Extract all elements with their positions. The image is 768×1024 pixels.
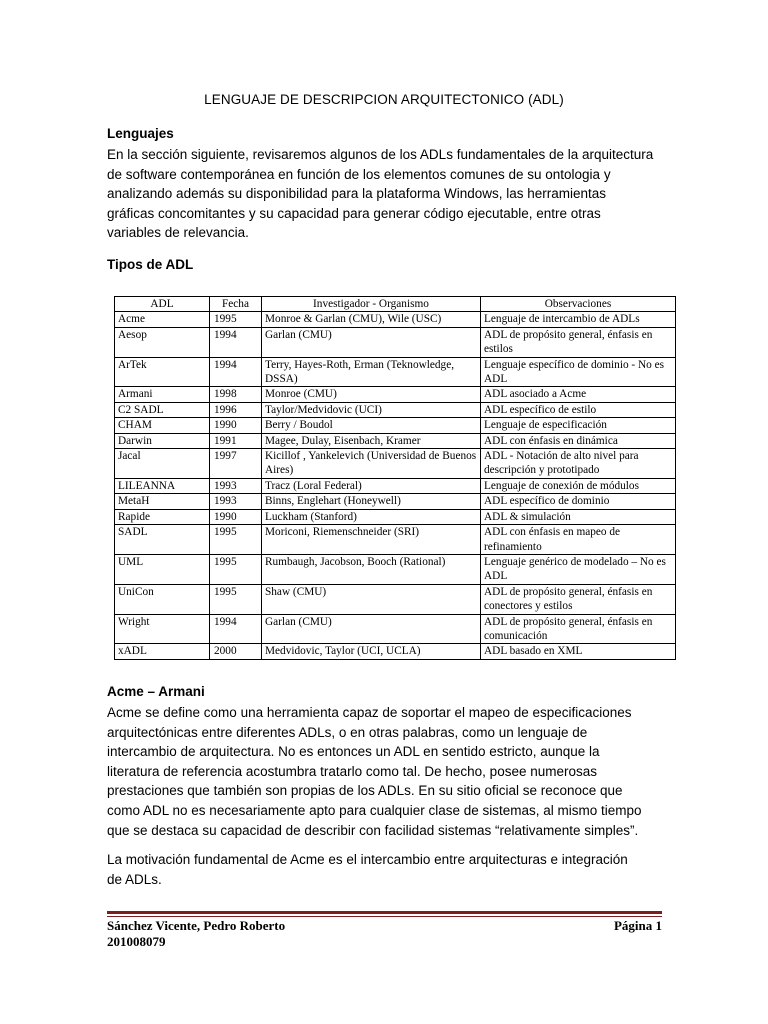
cell-adl: xADL xyxy=(115,644,210,659)
paragraph-line: gráficas concomitantes y su capacidad para generar código ejecutable, entre otras xyxy=(107,205,601,221)
cell-fecha: 1995 xyxy=(210,525,262,555)
table-row xyxy=(115,327,676,357)
section-heading-lenguajes: Lenguajes xyxy=(107,126,174,141)
cell-observaciones: Lenguaje de especificación xyxy=(481,418,676,433)
table-row xyxy=(115,478,676,493)
footer-id: 201008079 xyxy=(107,934,166,949)
cell-observaciones: Lenguaje de conexión de módulos xyxy=(481,478,676,493)
cell-investigador: Monroe & Garlan (CMU), Wile (USC) xyxy=(262,312,481,327)
paragraph-line: que se destaca su capacidad de describir con facilidad sistemas “relativamente simples”. xyxy=(107,822,639,838)
cell-adl: CHAM xyxy=(115,418,210,433)
cell-fecha: 1990 xyxy=(210,509,262,524)
table-row xyxy=(115,525,676,555)
cell-adl: UML xyxy=(115,554,210,584)
cell-adl: Aesop xyxy=(115,327,210,357)
cell-fecha: 1991 xyxy=(210,433,262,448)
lenguajes-paragraph xyxy=(107,145,667,243)
cell-fecha: 1997 xyxy=(210,449,262,479)
table-row xyxy=(115,509,676,524)
paragraph-line: La motivación fundamental de Acme es el intercambio entre arquitecturas e integración xyxy=(107,852,628,867)
cell-investigador: Berry / Boudol xyxy=(262,418,481,433)
cell-adl: ArTek xyxy=(115,357,210,387)
cell-observaciones: Lenguaje específico de dominio - No es ADL xyxy=(481,357,676,387)
cell-adl: Wright xyxy=(115,614,210,644)
table-row xyxy=(115,402,676,417)
cell-observaciones: ADL con énfasis en dinámica xyxy=(481,433,676,448)
cell-investigador: Monroe (CMU) xyxy=(262,387,481,402)
cell-fecha: 1993 xyxy=(210,494,262,509)
cell-adl: Jacal xyxy=(115,449,210,479)
cell-fecha: 1994 xyxy=(210,327,262,357)
table-row xyxy=(115,494,676,509)
cell-adl: MetaH xyxy=(115,494,210,509)
cell-adl: Armani xyxy=(115,387,210,402)
cell-investigador: Shaw (CMU) xyxy=(262,584,481,614)
cell-observaciones: ADL con énfasis en mapeo de refinamiento xyxy=(481,525,676,555)
paragraph-line: variables de relevancia. xyxy=(107,225,249,241)
cell-observaciones: ADL de propósito general, énfasis en comunicación xyxy=(481,614,676,644)
paragraph-line: de software contemporánea en función de los elementos comunes de su ontologia y xyxy=(107,166,611,182)
paragraph-line: analizando además su disponibilidad para la plataforma Windows, las herramientas xyxy=(107,186,607,202)
cell-fecha: 1995 xyxy=(210,312,262,327)
cell-fecha: 1995 xyxy=(210,584,262,614)
cell-investigador: Binns, Englehart (Honeywell) xyxy=(262,494,481,509)
footer-rule xyxy=(107,911,662,914)
cell-adl: LILEANNA xyxy=(115,478,210,493)
cell-adl: Rapide xyxy=(115,509,210,524)
table-row xyxy=(115,387,676,402)
paragraph-line: Acme se define como una herramienta capaz de soportar el mapeo de especificaciones xyxy=(107,705,632,720)
cell-adl: C2 SADL xyxy=(115,402,210,417)
cell-observaciones: ADL - Notación de alto nivel para descripción y prototipado xyxy=(481,449,676,479)
cell-investigador: Taylor/Medvidovic (UCI) xyxy=(262,402,481,417)
cell-investigador: Terry, Hayes-Roth, Erman (Teknowledge, DSSA) xyxy=(262,357,481,387)
cell-fecha: 1993 xyxy=(210,478,262,493)
table-header-row xyxy=(115,297,676,312)
cell-investigador: Tracz (Loral Federal) xyxy=(262,478,481,493)
cell-investigador: Medvidovic, Taylor (UCI, UCLA) xyxy=(262,644,481,659)
section-heading-tipos: Tipos de ADL xyxy=(107,257,194,272)
paragraph-line: arquitectónicas entre diferentes ADLs, o en otras palabras, como un lenguaje de xyxy=(107,724,588,740)
footer-author: Sánchez Vicente, Pedro Roberto xyxy=(107,918,286,933)
table-row xyxy=(115,418,676,433)
cell-investigador: Magee, Dulay, Eisenbach, Kramer xyxy=(262,433,481,448)
cell-fecha: 1996 xyxy=(210,402,262,417)
cell-observaciones: Lenguaje genérico de modelado – No es ADL xyxy=(481,554,676,584)
cell-investigador: Luckham (Stanford) xyxy=(262,509,481,524)
table-row xyxy=(115,614,676,644)
table-row xyxy=(115,433,676,448)
footer-page-number: Página 1 xyxy=(613,918,662,933)
cell-adl: UniCon xyxy=(115,584,210,614)
document-title: LENGUAJE DE DESCRIPCION ARQUITECTONICO (ADL) xyxy=(204,92,564,107)
cell-fecha: 1990 xyxy=(210,418,262,433)
cell-adl: Acme xyxy=(115,312,210,327)
cell-observaciones: ADL de propósito general, énfasis en conectores y estilos xyxy=(481,584,676,614)
cell-fecha: 1994 xyxy=(210,357,262,387)
paragraph-line: literatura de referencia acostumbra tratarlo como tal. De hecho, posee numerosas xyxy=(107,763,598,779)
cell-fecha: 1995 xyxy=(210,554,262,584)
acme-motivation-paragraph xyxy=(107,850,667,889)
cell-fecha: 2000 xyxy=(210,644,262,659)
cell-observaciones: ADL basado en XML xyxy=(481,644,676,659)
adl-table xyxy=(114,296,676,660)
cell-observaciones: ADL específico de estilo xyxy=(481,402,676,417)
table-row xyxy=(115,554,676,584)
cell-observaciones: Lenguaje de intercambio de ADLs xyxy=(481,312,676,327)
cell-fecha: 1994 xyxy=(210,614,262,644)
table-row xyxy=(115,449,676,479)
acme-paragraph xyxy=(107,703,667,840)
cell-observaciones: ADL & simulación xyxy=(481,509,676,524)
paragraph-line: prestaciones que también son propias de los ADLs. En su sitio oficial se reconoce que xyxy=(107,783,623,799)
table-row xyxy=(115,644,676,659)
cell-observaciones: ADL asociado a Acme xyxy=(481,387,676,402)
paragraph-line: En la sección siguiente, revisaremos algunos de los ADLs fundamentales de la arquitectura xyxy=(107,147,654,162)
column-header-adl: ADL xyxy=(115,297,210,312)
table-row xyxy=(115,312,676,327)
footer-rule-thin xyxy=(107,916,662,917)
column-header-fecha: Fecha xyxy=(210,297,262,312)
cell-investigador: Kicillof , Yankelevich (Universidad de Buenos Aires) xyxy=(262,449,481,479)
cell-observaciones: ADL específico de dominio xyxy=(481,494,676,509)
cell-investigador: Rumbaugh, Jacobson, Booch (Rational) xyxy=(262,554,481,584)
cell-adl: Darwin xyxy=(115,433,210,448)
footer-author-block xyxy=(107,918,285,950)
cell-investigador: Moriconi, Riemenschneider (SRI) xyxy=(262,525,481,555)
paragraph-line: intercambio de arquitectura. No es entonces un ADL en sentido estricto, aunque la xyxy=(107,744,600,760)
paragraph-line: de ADLs. xyxy=(107,871,162,887)
table-body xyxy=(115,312,676,659)
cell-investigador: Garlan (CMU) xyxy=(262,614,481,644)
paragraph-line: como ADL no es necesariamente apto para cualquier clase de sistemas, al mismo tiempo xyxy=(107,802,642,818)
table-row xyxy=(115,357,676,387)
column-header-investigador: Investigador - Organismo xyxy=(262,297,481,312)
section-heading-acme: Acme – Armani xyxy=(107,684,205,699)
table-row xyxy=(115,584,676,614)
cell-investigador: Garlan (CMU) xyxy=(262,327,481,357)
cell-observaciones: ADL de propósito general, énfasis en estilos xyxy=(481,327,676,357)
column-header-observaciones: Observaciones xyxy=(481,297,676,312)
cell-adl: SADL xyxy=(115,525,210,555)
cell-fecha: 1998 xyxy=(210,387,262,402)
